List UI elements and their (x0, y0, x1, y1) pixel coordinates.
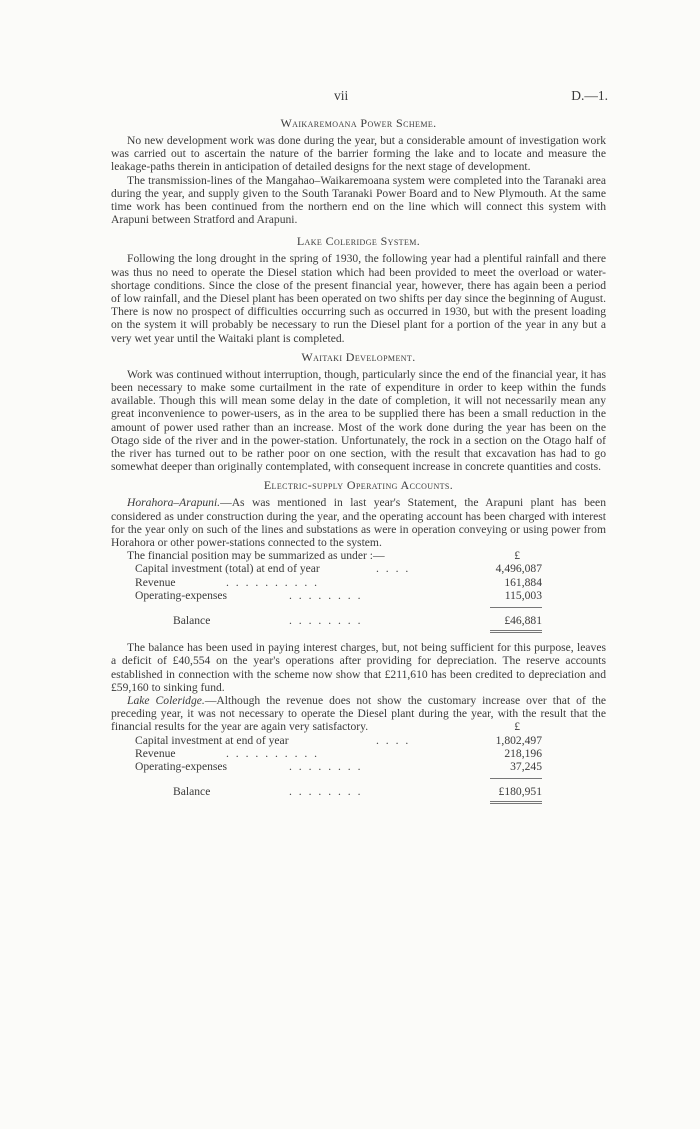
table-row: Operating-expenses . . . . . . . . 37,245 (135, 760, 542, 774)
page-number: vii (334, 88, 349, 103)
horahora-financial-table (111, 549, 606, 633)
table-row: Operating-expenses . . . . . . . . 115,003 (135, 588, 542, 602)
currency-label: £ (514, 549, 520, 563)
coleridge-financial-table (111, 720, 606, 804)
paragraph: No new development work was done during the year, but a considerable amount of investigation work was carried out to ascertain the nature of the barrier forming the lake and to locate and measure the leakage-paths therein in anticipation of detailed designs for the next stage of development. (111, 134, 606, 174)
section-heading-accounts: Electric-supply Operating Accounts. (263, 478, 454, 493)
coleridge-text: —Although the revenue does not show the customary increase over that of the preceding year, it was not necessary to operate the Diesel plant during the year, with the result that the financial results for the year are again very satisfactory. (111, 694, 607, 734)
subtotal-rule (490, 607, 542, 608)
table-row: Capital investment (total) at end of year . . . . 4,496,087 (135, 562, 542, 576)
financial-intro: The financial position may be summarized as under :— (127, 549, 385, 563)
currency-label: £ (514, 720, 520, 734)
paragraph: Work was continued without interruption, though, particularly since the end of the financial year, it has been necessary to make some curtailment in the rate of expenditure in order to keep within the funds available. Though this will mean some delay in the date of completion, it will not necessarily mean any great inconvenience to power-users, as in the area to be supplied there has been a small reduction in the amount of power used rather than an increase. Most of the work done during the year has been on the Otago side of the river and in the power-station. Unfortunately, the rock in a section on the Otago half of the river has turned out to be rather poor on one section, with the result that excavation has had to go somewhat deeper than originally contemplated, with consequent increase in concrete quantities and costs. (111, 367, 606, 474)
coleridge-title: Lake Coleridge. (127, 694, 205, 708)
subtotal-rule (490, 778, 542, 779)
horahora-text: —As was mentioned in last year's Statement, the Arapuni plant has been considered as under construction during the year, and the operating account has been charged with interest for the year only on such of the lines and substations as were in operation conveying or using power from Horahora or other power-stations connected to the system. (111, 496, 606, 550)
total-rule (490, 801, 542, 802)
page-header (0, 88, 700, 104)
table-row: Revenue . . . . . . . . . . 218,196 (135, 746, 542, 760)
balance-row: Balance . . . . . . . . £46,881 (173, 614, 542, 628)
report-reference: D.—1. (571, 88, 608, 103)
section-heading-waitaki: Waitaki Development. (301, 349, 416, 364)
balance-row: Balance . . . . . . . . £180,951 (173, 785, 542, 799)
page-body (111, 111, 606, 804)
table-row: Revenue . . . . . . . . . . 161,884 (135, 575, 542, 589)
horahora-title: Horahora–Arapuni. (127, 496, 221, 510)
total-rule (490, 630, 542, 631)
section-heading-coleridge: Lake Coleridge System. (296, 234, 421, 249)
table-row: Capital investment at end of year . . . . 1,802,497 (135, 733, 542, 747)
paragraph: Following the long drought in the spring of 1930, the following year had a plentiful rainfall and there was thus no need to operate the Diesel station which had been provided to meet the overload or water-shortage conditions. Since the close of the present financial year, however, there has again been a period of low rainfall, and the Diesel plant has been operated on two shifts per day since the beginning of August. There is now no prospect of difficulties occurring such as occurred in 1930, but with the present loading on the system it will probably be necessary to run the Diesel plant for a portion of the year in any but a very wet year until the Waitaki plant is completed. (111, 252, 606, 345)
total-rule (490, 803, 542, 804)
total-rule (490, 632, 542, 633)
paragraph: The balance has been used in paying interest charges, but, not being sufficient for this purpose, leaves a deficit of £40,554 on the year's operations after providing for depreciation. The reserve accounts established in connection with the scheme now show that £211,610 has been credited to depreciation and £59,160 to sinking fund. (111, 641, 606, 694)
paragraph: The transmission-lines of the Mangahao–Waikaremoana system were completed into the Taranaki area during the year, and supply given to the South Taranaki Power Board and to New Plymouth. At the same time work has been continued from the northern end on the line which will connect this system with Arapuni between Stratford and Arapuni. (111, 173, 606, 227)
section-heading-waikaremoana: Waikaremoana Power Scheme. (280, 116, 437, 130)
paragraph-horahora (111, 496, 606, 549)
